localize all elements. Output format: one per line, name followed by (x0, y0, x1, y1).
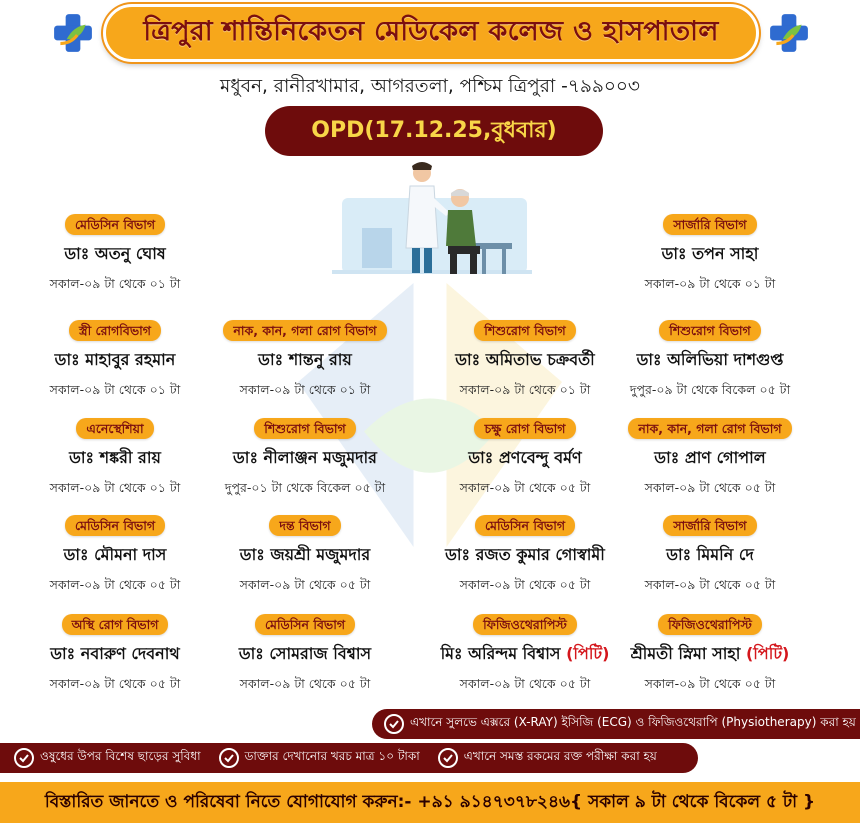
department-label: মেডিসিন বিভাগ (255, 614, 355, 635)
doctor-name-text: ডাঃ মাহাবুর রহমান (54, 350, 176, 369)
check-circle-icon (14, 748, 34, 768)
doctor-name-text: ডাঃ প্রাণ গোপাল (654, 448, 766, 467)
doctor-card (615, 418, 805, 500)
department-label: মেডিসিন বিভাগ (65, 515, 165, 536)
consult-timing: সকাল-০৯ টা থেকে ০১ টা (49, 480, 181, 495)
doctor-name-text: ডাঃ নবারুণ দেবনাথ (50, 644, 180, 663)
consult-timing: সকাল-০৯ টা থেকে ০৫ টা (459, 480, 591, 495)
doctor-card (425, 418, 625, 500)
consult-timing: সকাল-০৯ টা থেকে ০৫ টা (49, 676, 181, 691)
consult-timing: সকাল-০৯ টা থেকে ০১ টা (239, 382, 371, 397)
consult-timing: দুপুর-০১ টা থেকে বিকেল ০৫ টা (224, 480, 386, 495)
doctor-name (210, 542, 400, 569)
department-label: ফিজিওথেরাপিস্ট (473, 614, 577, 635)
department-label: চক্ষু রোগ বিভাগ (474, 418, 575, 439)
doctor-card (615, 515, 805, 597)
consult-timing: দুপুর-০৯ টা থেকে বিকেল ০৫ টা (629, 382, 791, 397)
consult-timing: সকাল-০৯ টা থেকে ০৫ টা (644, 676, 776, 691)
hospital-title: ত্রিপুরা শান্তিনিকেতন মেডিকেল কলেজ ও হাসপাতাল (143, 15, 719, 47)
doctor-card (20, 214, 210, 296)
address: মধুবন, রানীরখামার, আগরতলা, পশ্চিম ত্রিপুরা -৭৯৯০০৩ (220, 76, 640, 97)
department-label: মেডিসিন বিভাগ (65, 214, 165, 235)
tests-text: এখানে সমস্ত রকমের রক্ত পরীক্ষা করা হয় (463, 749, 657, 763)
department-label: সার্জারি বিভাগ (663, 515, 756, 536)
consult-timing: সকাল-০৯ টা থেকে ০১ টা (49, 276, 181, 291)
contact-bar (0, 782, 860, 823)
doctor-card (210, 320, 400, 402)
consult-timing: সকাল-০৯ টা থেকে ০১ টা (644, 276, 776, 291)
doctor-card (20, 320, 210, 402)
doctor-name-text: ডাঃ তপন সাহা (661, 244, 759, 263)
doctor-name (615, 347, 805, 374)
doctor-patient-illustration (332, 158, 532, 288)
doctor-name (210, 445, 400, 472)
department-label: নাক, কান, গলা রোগ বিভাগ (628, 418, 791, 439)
doctor-name (20, 542, 210, 569)
doctor-name (20, 445, 210, 472)
consult-timing: সকাল-০৯ টা থেকে ০১ টা (49, 382, 181, 397)
consult-timing: সকাল-০৯ টা থেকে ০১ টা (459, 382, 591, 397)
doctor-card (210, 614, 400, 696)
benefits-banner (0, 743, 698, 773)
doctor-name-text: ডাঃ অতনু ঘোষ (64, 244, 166, 263)
consult-timing: সকাল-০৯ টা থেকে ০৫ টা (239, 577, 371, 592)
doctor-name-text: ডাঃ শঙ্করী রায় (69, 448, 161, 467)
doctor-card (425, 614, 625, 696)
doctor-name-text: ডাঃ অমিতাভ চক্রবর্তী (455, 350, 595, 369)
doctor-card (20, 515, 210, 597)
opd-date-pill: OPD(17.12.25,বুধবার) (265, 106, 603, 156)
check-circle-icon (384, 714, 404, 734)
physiotherapist-tag: (পিটি) (566, 644, 610, 663)
department-label: শিশুরোগ বিভাগ (659, 320, 760, 341)
doctor-name-text: ডাঃ অলিভিয়া দাশগুপ্ত (636, 350, 784, 369)
consult-timing: সকাল-০৯ টা থেকে ০৫ টা (459, 676, 591, 691)
department-label: ফিজিওথেরাপিস্ট (658, 614, 762, 635)
doctor-name (210, 347, 400, 374)
doctor-name (20, 347, 210, 374)
department-label: এনেস্থেশিয়া (76, 418, 153, 439)
doctor-card (615, 214, 805, 296)
doctor-name-text: ডাঃ প্রণবেন্দু বর্মণ (468, 448, 582, 467)
department-label: অস্থি রোগ বিভাগ (62, 614, 169, 635)
doctor-name-text: শ্রীমতী স্নিমা সাহা (630, 644, 741, 663)
doctor-name (425, 445, 625, 472)
doctor-name (615, 542, 805, 569)
doctor-name-text: ডাঃ মৌমনা দাস (63, 545, 167, 564)
benefit-fee (219, 748, 420, 768)
department-label: সার্জারি বিভাগ (663, 214, 756, 235)
check-circle-icon (438, 748, 458, 768)
department-label: মেডিসিন বিভাগ (475, 515, 575, 536)
doctor-name-text: মিঃ অরিন্দম বিশ্বাস (440, 644, 561, 663)
consult-timing: সকাল-০৯ টা থেকে ০৫ টা (459, 577, 591, 592)
doctor-name-text: ডাঃ সোমরাজ বিশ্বাস (238, 644, 372, 663)
medical-cross-logo-icon (768, 12, 810, 54)
doctor-name (615, 445, 805, 472)
department-label: শিশুরোগ বিভাগ (254, 418, 355, 439)
benefit-discount (14, 748, 201, 768)
doctor-name (615, 241, 805, 268)
doctor-name (425, 641, 625, 668)
doctor-name (615, 641, 805, 668)
department-label: নাক, কান, গলা রোগ বিভাগ (223, 320, 386, 341)
title-banner (103, 4, 759, 62)
doctor-card (20, 418, 210, 500)
department-label: স্ত্রী রোগবিভাগ (69, 320, 161, 341)
discount-text: ওষুধের উপর বিশেষ ছাড়ের সুবিধা (40, 749, 201, 763)
doctor-name-text: ডাঃ নীলাঞ্জন মজুমদার (233, 448, 377, 467)
doctor-name (20, 641, 210, 668)
doctor-card (210, 515, 400, 597)
services-text: এখানে সুলভে এক্সরে (X-RAY) ইসিজি (ECG) ও ফিজিওথেরাপি (Physiotherapy) করা হয় (410, 715, 856, 729)
doctor-name-text: ডাঃ শান্তনু রায় (258, 350, 352, 369)
doctor-card (425, 515, 625, 597)
doctor-card (20, 614, 210, 696)
doctor-name (210, 641, 400, 668)
services-banner (372, 709, 860, 739)
consult-timing: সকাল-০৯ টা থেকে ০৫ টা (644, 577, 776, 592)
consult-timing: সকাল-০৯ টা থেকে ০৫ টা (239, 676, 371, 691)
doctor-name-text: ডাঃ রজত কুমার গোস্বামী (445, 545, 605, 564)
doctor-card (425, 320, 625, 402)
doctor-name (425, 347, 625, 374)
department-label: দন্ত বিভাগ (269, 515, 340, 536)
doctor-name-text: ডাঃ মিমনি দে (666, 545, 754, 564)
consult-timing: সকাল-০৯ টা থেকে ০৫ টা (49, 577, 181, 592)
doctor-card (615, 614, 805, 696)
doctor-name-text: ডাঃ জয়শ্রী মজুমদার (239, 545, 371, 564)
physiotherapist-tag: (পিটি) (745, 644, 790, 663)
fee-text: ডাক্তার দেখানোর খরচ মাত্র ১০ টাকা (244, 749, 420, 763)
check-circle-icon (219, 748, 239, 768)
contact-text: বিস্তারিত জানতে ও পরিষেবা নিতে যোগাযোগ করুন:- +৯১ ৯১৪৭৩৭৮২৪৬{ সকাল ৯ টা থেকে বিকেল ৫ টা } (44, 791, 816, 812)
consult-timing: সকাল-০৯ টা থেকে ০৫ টা (644, 480, 776, 495)
doctor-name (425, 542, 625, 569)
doctor-card (210, 418, 400, 500)
benefit-tests (438, 748, 657, 768)
department-label: শিশুরোগ বিভাগ (474, 320, 575, 341)
medical-cross-logo-icon (52, 12, 94, 54)
doctor-card (615, 320, 805, 402)
doctor-name (20, 241, 210, 268)
